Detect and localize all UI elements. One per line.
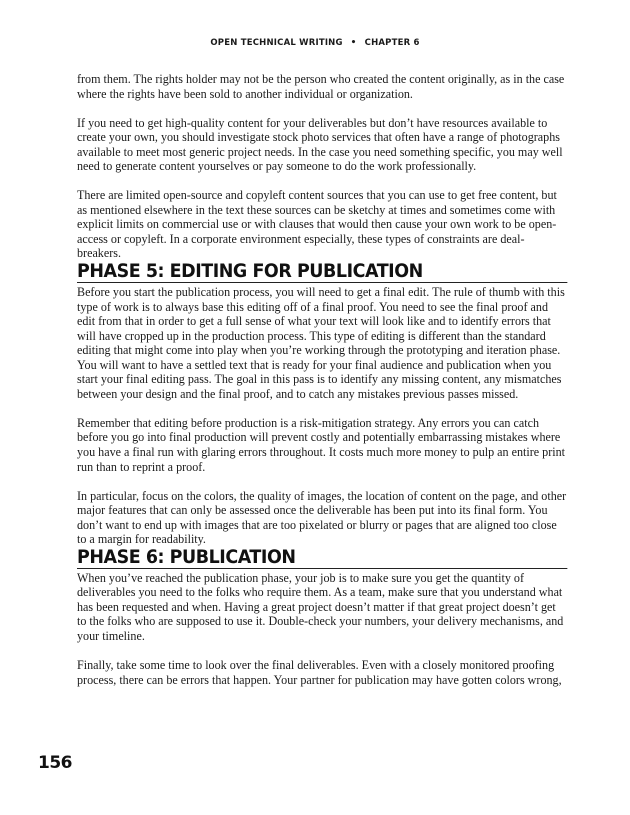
paragraph: There are limited open-source and copyleft content sources that you can use to get free content, but as mentioned elsewhere in the text these sources can be sketchy at times and sometimes come with explicit limits on commercial use or with clauses that would then cause your own work to be open-access or copyleft. In a corporate environment especially, these types of constraints are deal-breakers. [77,188,557,261]
paragraph: from them. The rights holder may not be the person who created the content originally, as in the case where the rights have been sold to another individual or organization. [77,72,565,101]
paragraph: If you need to get high-quality content for your deliverables but don’t have resources available to create your own, you should investigate stock photo services that often have a range of photographs available to meet most generic project needs. In the case you need something specific, you may well need to generate content yourselves or pay someone to do the work professionally. [77,115,563,174]
page-number: 156 [38,753,72,773]
paragraph: Before you start the publication process, you will need to get a final edit. The rule of thumb with this type of work is to always base this editing off of a final proof. You need to see the final proof and edit from that in order to get a full sense of what your text will look like and to identify errors that will have cropped up in the production process. This type of editing is different than the standard editing that might come into play when you’re working through the prototyping and iteration phase. You will want to have a settled text that is ready for your final audience and publication when you start your final editing pass. The goal in this pass is to identify any missing content, any mismatches between your design and the final proof, and to catch any mistakes previous passes missed. [77,285,565,401]
section-body-phase-5 [77,285,567,547]
paragraph: Remember that editing before production is a risk-mitigation strategy. Any errors you can catch before you go into final production will prevent costly and potentially embarrassing mistakes where you have a final run with glaring errors throughout. It costs much more money to pulp an entire print run than to reprint a proof. [77,415,566,474]
section-body-phase-6 [77,571,567,687]
page-body [77,72,567,687]
header-separator: • [350,38,357,48]
section-heading-phase-6: PHASE 6: PUBLICATION [77,547,567,569]
section-heading-phase-5: PHASE 5: EDITING FOR PUBLICATION [77,261,567,283]
paragraph: When you’ve reached the publication phase, your job is to make sure you get the quantity of deliverables you need to the folks who require them. As a team, make sure that you understand what has been requested and when. Having a great project doesn’t matter if that great project doesn’t get to the folks who are supposed to use it. Double-check your numbers, your delivery mechanisms, and your timeline. [77,570,564,643]
chapter-label: CHAPTER 6 [364,38,420,48]
paragraph: In particular, focus on the colors, the quality of images, the location of content on the page, and other major features that can only be assessed once the deliverable has been put into its final form. You don’t want to end up with images that are too pixelated or blurry or pages that are aligned too close to a margin for readability. [77,488,567,547]
paragraph: Finally, take some time to look over the final deliverables. Even with a closely monitored proofing process, there can be errors that happen. Your partner for publication may have gotten colors wrong, [77,658,562,687]
running-header [0,38,630,48]
book-title: OPEN TECHNICAL WRITING [210,38,343,48]
